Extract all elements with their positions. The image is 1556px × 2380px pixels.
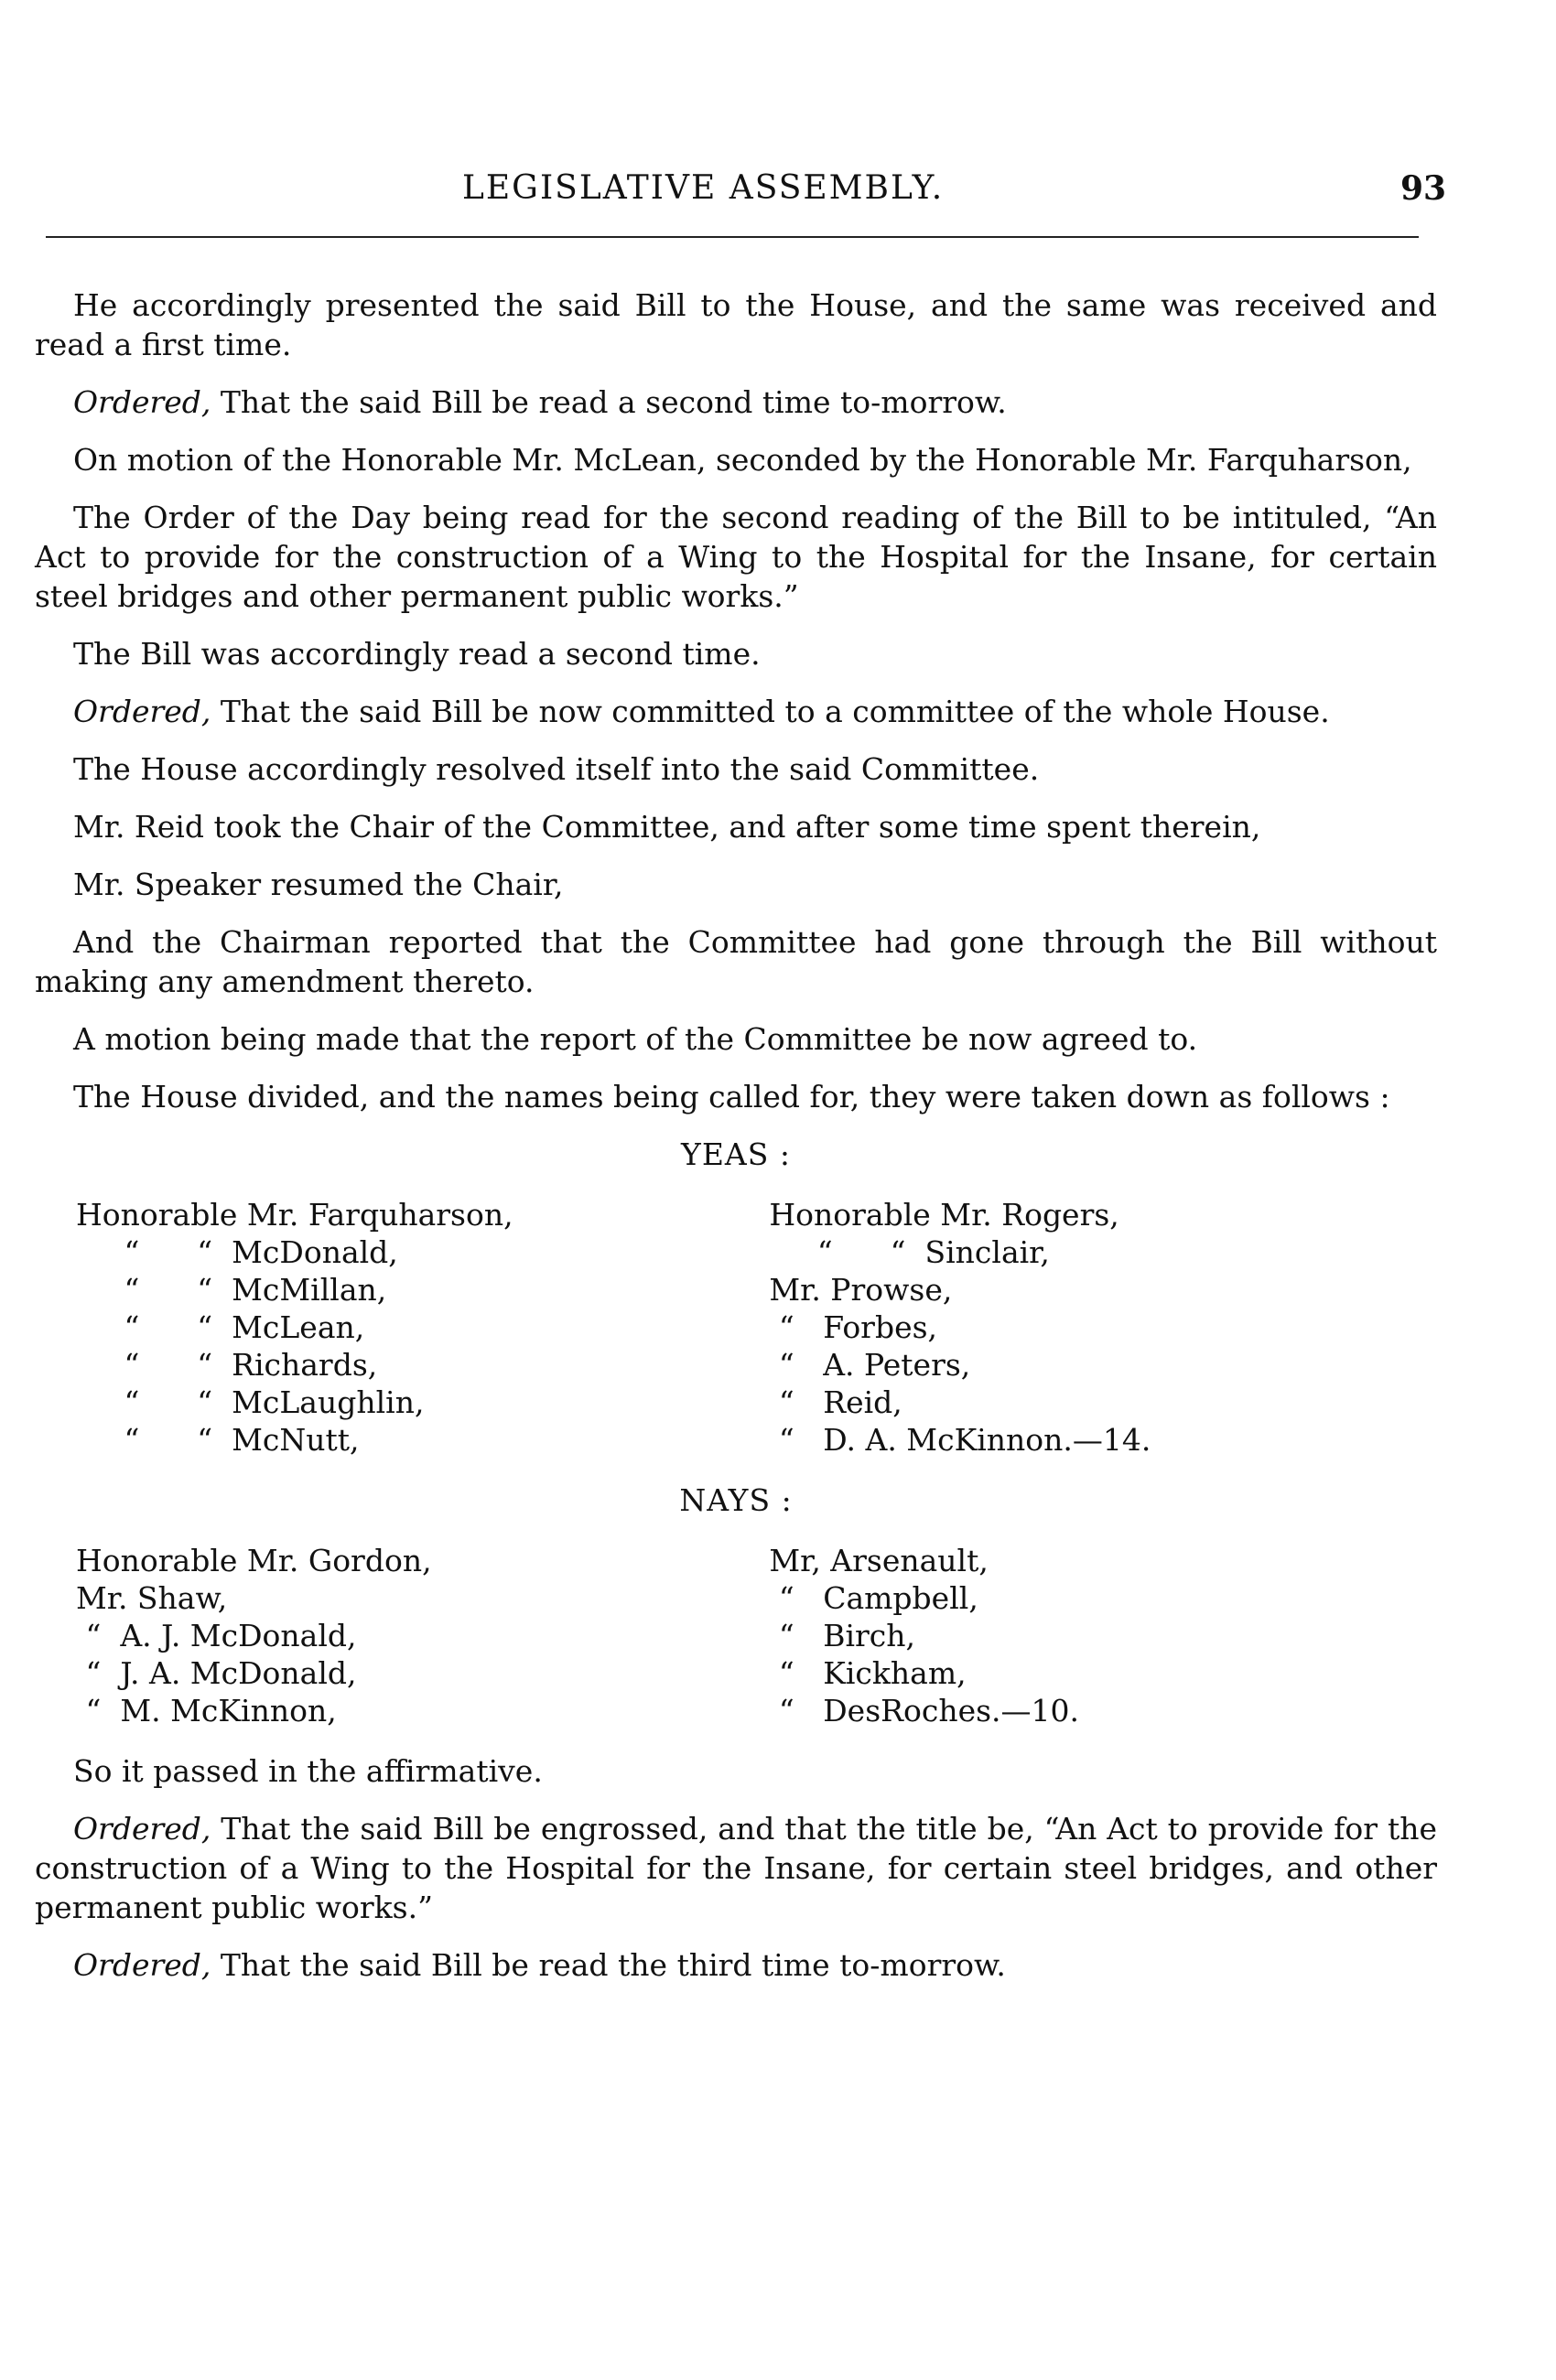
paragraph-lead: Ordered,	[73, 1947, 211, 1983]
member-name: Mr, Arsenault,	[769, 1543, 989, 1578]
paragraph-text: That the said Bill be read a second time to-morrow.	[211, 384, 1007, 420]
paragraph-text: On motion of the Honorable Mr. McLean, seconded by the Honorable Mr. Farquharson,	[73, 442, 1412, 478]
member-name: “ Campbell,	[769, 1580, 978, 1616]
paragraphs-bottom	[35, 1751, 1437, 1985]
member-name: “ “ Richards,	[76, 1347, 378, 1383]
paragraph	[35, 749, 1437, 789]
yeas-list	[35, 1196, 1408, 1459]
member-name: Honorable Mr. Gordon,	[76, 1543, 432, 1578]
yeas-right-column	[769, 1196, 1408, 1459]
member-name: Honorable Mr. Farquharson,	[76, 1197, 513, 1233]
paragraph-text: He accordingly presented the said Bill to the House, and the same was received and read a first time.	[35, 287, 1437, 362]
paragraph	[35, 285, 1437, 364]
paragraph	[35, 634, 1437, 673]
paragraph	[35, 807, 1437, 846]
paragraph-text: Mr. Speaker resumed the Chair,	[73, 867, 564, 902]
paragraph-lead: Ordered,	[73, 694, 211, 729]
running-title: LEGISLATIVE ASSEMBLY.	[462, 169, 945, 207]
member-name: “ J. A. McDonald,	[76, 1655, 357, 1691]
member-name: Mr. Prowse,	[769, 1272, 953, 1308]
member-name: Mr. Shaw,	[76, 1580, 228, 1616]
paragraph	[35, 498, 1437, 616]
paragraph-text: The House divided, and the names being called for, they were taken down as follows :	[73, 1079, 1390, 1115]
member-name: “ A. Peters,	[769, 1347, 971, 1383]
paragraph	[35, 1019, 1437, 1059]
paragraph-text: That the said Bill be read the third time to-morrow.	[211, 1947, 1006, 1983]
paragraph	[35, 440, 1437, 479]
page-header	[0, 169, 1556, 215]
member-name: “ “ McLaughlin,	[76, 1384, 425, 1420]
member-name: “ Birch,	[769, 1618, 916, 1653]
paragraph	[35, 1809, 1437, 1927]
nays-label: NAYS :	[679, 1482, 793, 1518]
paragraph	[35, 382, 1437, 422]
paragraph-text: That the said Bill be now committed to a committee of the whole House.	[211, 694, 1330, 729]
paragraph	[35, 1077, 1437, 1116]
paragraph	[35, 865, 1437, 904]
member-name: Honorable Mr. Rogers,	[769, 1197, 1119, 1233]
header-rule	[46, 236, 1419, 238]
paragraph	[35, 692, 1437, 731]
member-name: “ DesRoches.—10.	[769, 1693, 1080, 1728]
page-body	[35, 285, 1437, 2003]
paragraph	[35, 1751, 1437, 1791]
paragraph-text: The Bill was accordingly read a second time.	[73, 636, 761, 672]
nays-right-column	[769, 1542, 1408, 1729]
member-name: “ “ McNutt,	[76, 1422, 360, 1458]
paragraph-text: And the Chairman reported that the Committee had gone through the Bill without making any amendment thereto.	[35, 924, 1437, 999]
paragraph-text: So it passed in the affirmative.	[73, 1753, 543, 1789]
paragraph-text: A motion being made that the report of the Committee be now agreed to.	[73, 1021, 1198, 1057]
member-name: “ “ Sinclair,	[769, 1234, 1050, 1270]
paragraph-text: Mr. Reid took the Chair of the Committee, and after some time spent therein,	[73, 809, 1261, 845]
nays-left-column	[35, 1542, 769, 1729]
paragraph-lead: Ordered,	[73, 1811, 211, 1847]
nays-list	[35, 1542, 1408, 1729]
member-name: “ A. J. McDonald,	[76, 1618, 357, 1653]
paragraphs-top	[35, 285, 1437, 1116]
yeas-label: YEAS :	[681, 1136, 791, 1172]
paragraph	[35, 1945, 1437, 1985]
member-name: “ Kickham,	[769, 1655, 967, 1691]
paragraph-text: The Order of the Day being read for the second reading of the Bill to be intituled, “An Act to provide for the construction of a Wing to the Hospital for the Insane, for certain steel bridges and other permanent public works.”	[35, 500, 1437, 614]
member-name: “ “ McDonald,	[76, 1234, 398, 1270]
paragraph-text: The House accordingly resolved itself into the said Committee.	[73, 751, 1040, 787]
paragraph	[35, 922, 1437, 1001]
member-name: “ Forbes,	[769, 1309, 938, 1345]
member-name: “ “ McLean,	[76, 1309, 365, 1345]
member-name: “ M. McKinnon,	[76, 1693, 337, 1728]
member-name: “ Reid,	[769, 1384, 902, 1420]
page-number: 93	[1400, 169, 1447, 208]
member-name: “ “ McMillan,	[76, 1272, 387, 1308]
member-name: “ D. A. McKinnon.—14.	[769, 1422, 1151, 1458]
yeas-left-column	[35, 1196, 769, 1459]
paragraph-lead: Ordered,	[73, 384, 211, 420]
paragraph-text: That the said Bill be engrossed, and that the title be, “An Act to provide for the construction of a Wing to the Hospital for the Insane, for certain steel bridges, and other permanent public works.”	[35, 1811, 1437, 1925]
